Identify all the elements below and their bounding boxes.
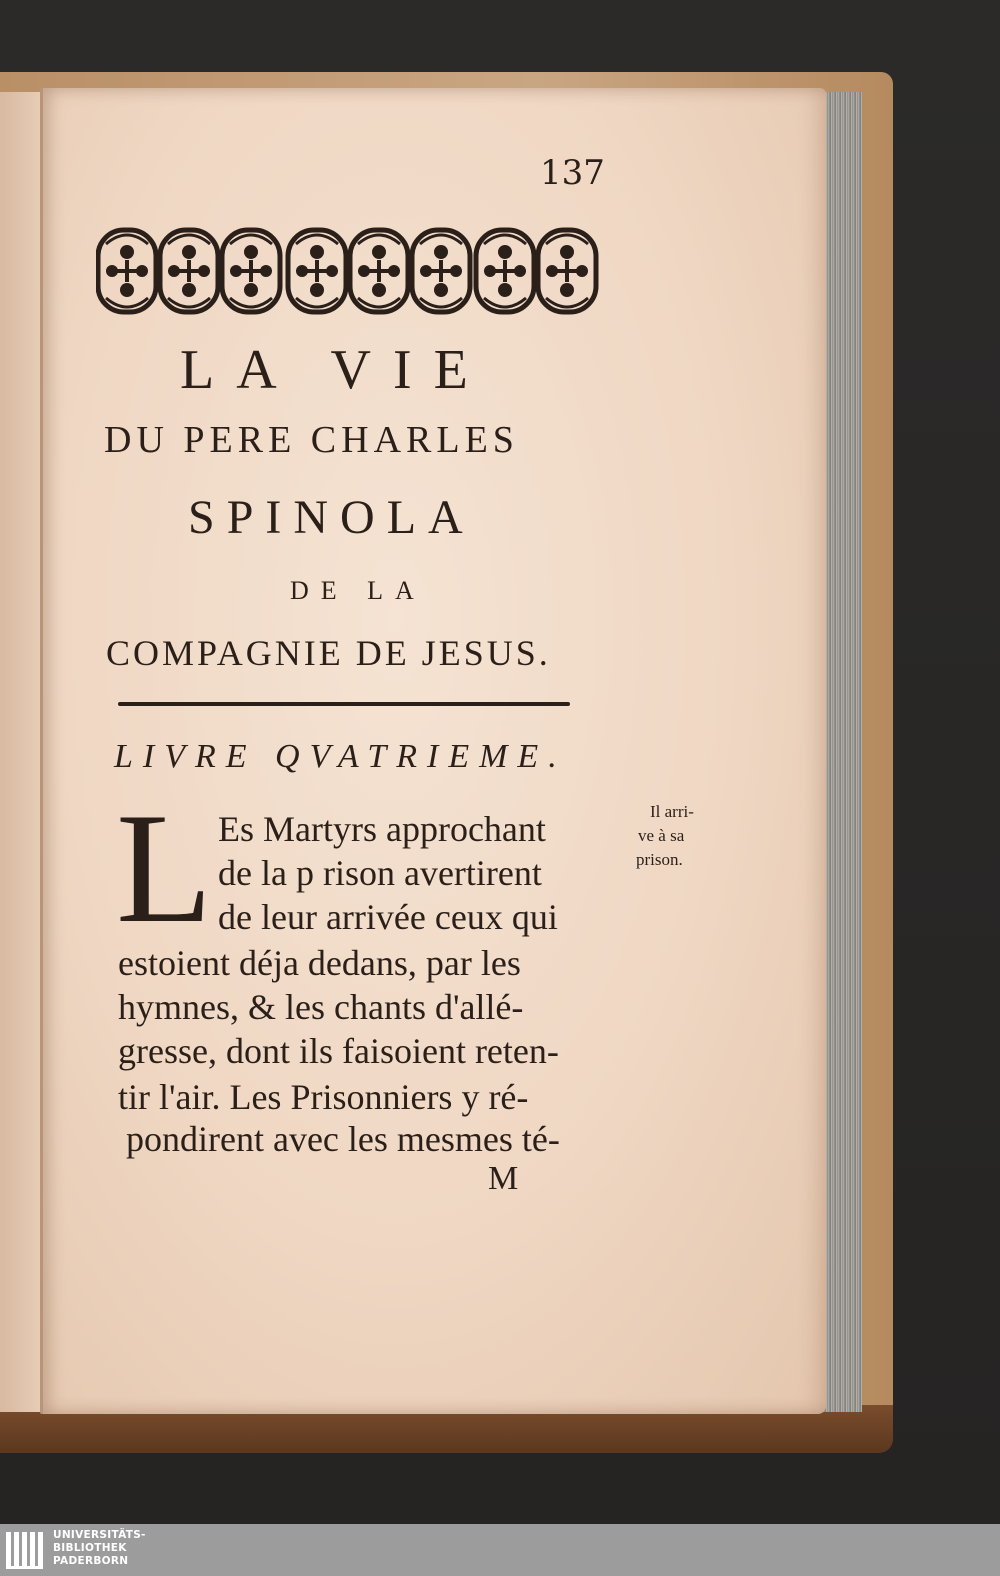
drop-cap: L — [116, 781, 213, 956]
catchword: M — [488, 1160, 519, 1197]
library-footer-bar — [0, 1524, 1000, 1576]
title-line-2: DU PERE CHARLES — [104, 419, 519, 461]
body-line-7: tir l'air. Les Prisonniers y ré- — [118, 1077, 529, 1117]
ornament-band — [96, 224, 600, 318]
marginal-note-line-1: Il arri- — [650, 802, 694, 821]
title-line-4: DE LA — [290, 576, 426, 605]
body-line-5: hymnes, & les chants d'allé- — [118, 987, 524, 1027]
library-name-line-1: UNIVERSITÄTS- — [53, 1529, 146, 1541]
marginal-note-line-2: ve à sa — [638, 826, 685, 845]
title-rule — [118, 702, 570, 706]
library-name-line-3: PADERBORN — [53, 1555, 129, 1567]
title-line-5: COMPAGNIE DE JESUS. — [106, 633, 551, 673]
book-heading: LIVRE QVATRIEME. — [114, 738, 567, 775]
body-line-2: de la p rison avertirent — [218, 853, 542, 893]
library-name — [53, 1529, 146, 1568]
library-logo-icon — [4, 1528, 48, 1572]
title-line-1: LA VIE — [180, 339, 490, 401]
marginal-note-line-3: prison. — [636, 850, 683, 869]
body-line-4: estoient déja dedans, par les — [118, 943, 521, 983]
library-name-line-2: BIBLIOTHEK — [53, 1542, 127, 1554]
body-line-1: Es Martyrs approchant — [218, 809, 546, 849]
marginal-note — [632, 800, 742, 872]
body-line-8: pondirent avec les mesmes té- — [126, 1119, 560, 1159]
body-line-3: de leur arrivée ceux qui — [218, 897, 558, 937]
title-line-3: SPINOLA — [188, 491, 475, 544]
body-line-6: gresse, dont ils faisoient reten- — [118, 1031, 559, 1071]
page-number: 137 — [540, 153, 605, 193]
